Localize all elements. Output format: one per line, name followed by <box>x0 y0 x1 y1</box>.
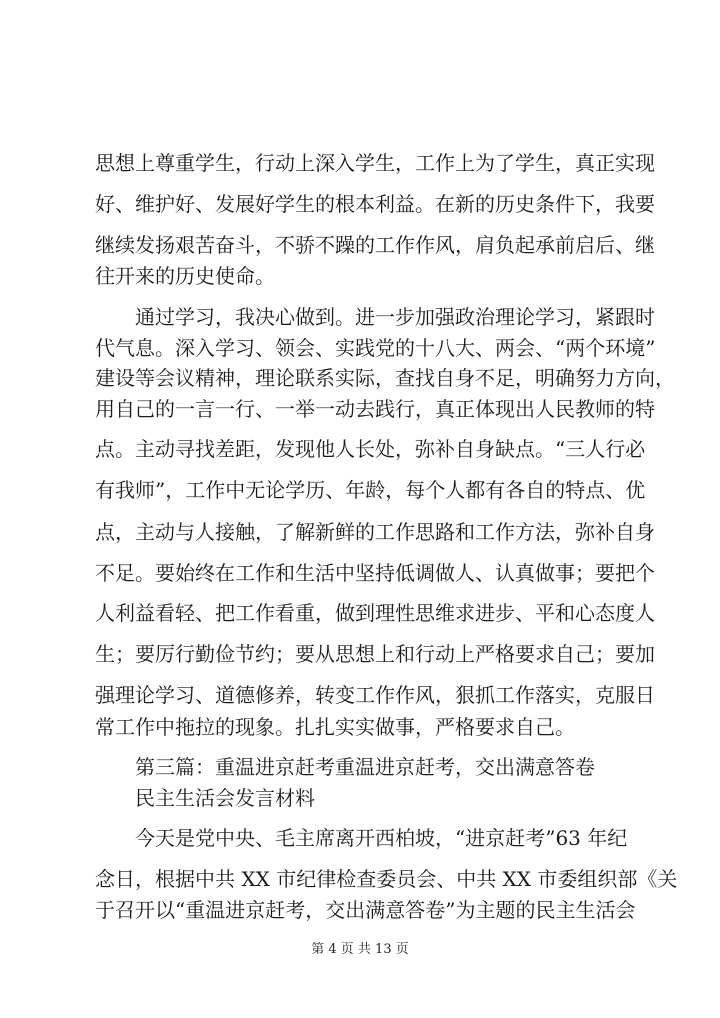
text-line: 继续发扬艰苦奋斗，不骄不躁的工作作风，肩负起承前启后、继 <box>95 233 655 257</box>
text-line: 生；要厉行勤俭节约；要从思想上和行动上严格要求自己；要加 <box>95 642 655 666</box>
text-line: 不足。要始终在工作和生活中坚持低调做人、认真做事；要把个 <box>95 561 655 585</box>
text-line: 念日，根据中共 XX 市纪律检查委员会、中共 XX 市委组织部《关 <box>95 867 678 891</box>
text-line: 往开来的历史使命。 <box>95 264 275 288</box>
section-subheading: 民主生活会发言材料 <box>135 786 315 810</box>
text-line: 于召开以“重温进京赶考，交出满意答卷”为主题的民主生活会 <box>95 898 636 922</box>
text-line: 强理论学习、道德修养，转变工作作风，狠抓工作落实，克服日 <box>95 683 655 707</box>
paragraph-first-line: 通过学习，我决心做到。进一步加强政治理论学习，紧跟时 <box>135 305 655 329</box>
text-line: 点。主动寻找差距，发现他人长处，弥补自身缺点。“三人行必 <box>95 437 646 461</box>
text-line: 代气息。深入学习、领会、实践党的十八大、两会、“两个环境” <box>95 336 656 360</box>
page-number-footer: 第 4 页 共 13 页 <box>311 942 409 957</box>
text-line: 点，主动与人接触，了解新鲜的工作思路和工作方法，弥补自身 <box>95 520 655 544</box>
section-heading: 第三篇：重温进京赶考重温进京赶考，交出满意答卷 <box>135 755 595 779</box>
text-line: 常工作中拖拉的现象。扎扎实实做事，严格要求自己。 <box>95 715 575 739</box>
text-line: 用自己的一言一行、一举一动去践行，真正体现出人民教师的特 <box>95 397 655 421</box>
paragraph-first-line: 今天是党中央、毛主席离开西柏坡，“进京赶考”63 年纪 <box>135 826 628 850</box>
text-line: 人利益看轻、把工作看重，做到理性思维求进步、平和心态度人 <box>95 601 655 625</box>
text-line: 有我师”，工作中无论学历、年龄，每个人都有各自的特点、优 <box>95 478 646 502</box>
text-line: 思想上尊重学生，行动上深入学生，工作上为了学生，真正实现 <box>95 151 655 175</box>
text-line: 建设等会议精神，理论联系实际，查找自身不足，明确努力方向， <box>95 366 675 390</box>
text-line: 好、维护好、发展好学生的根本利益。在新的历史条件下，我要 <box>95 192 655 216</box>
